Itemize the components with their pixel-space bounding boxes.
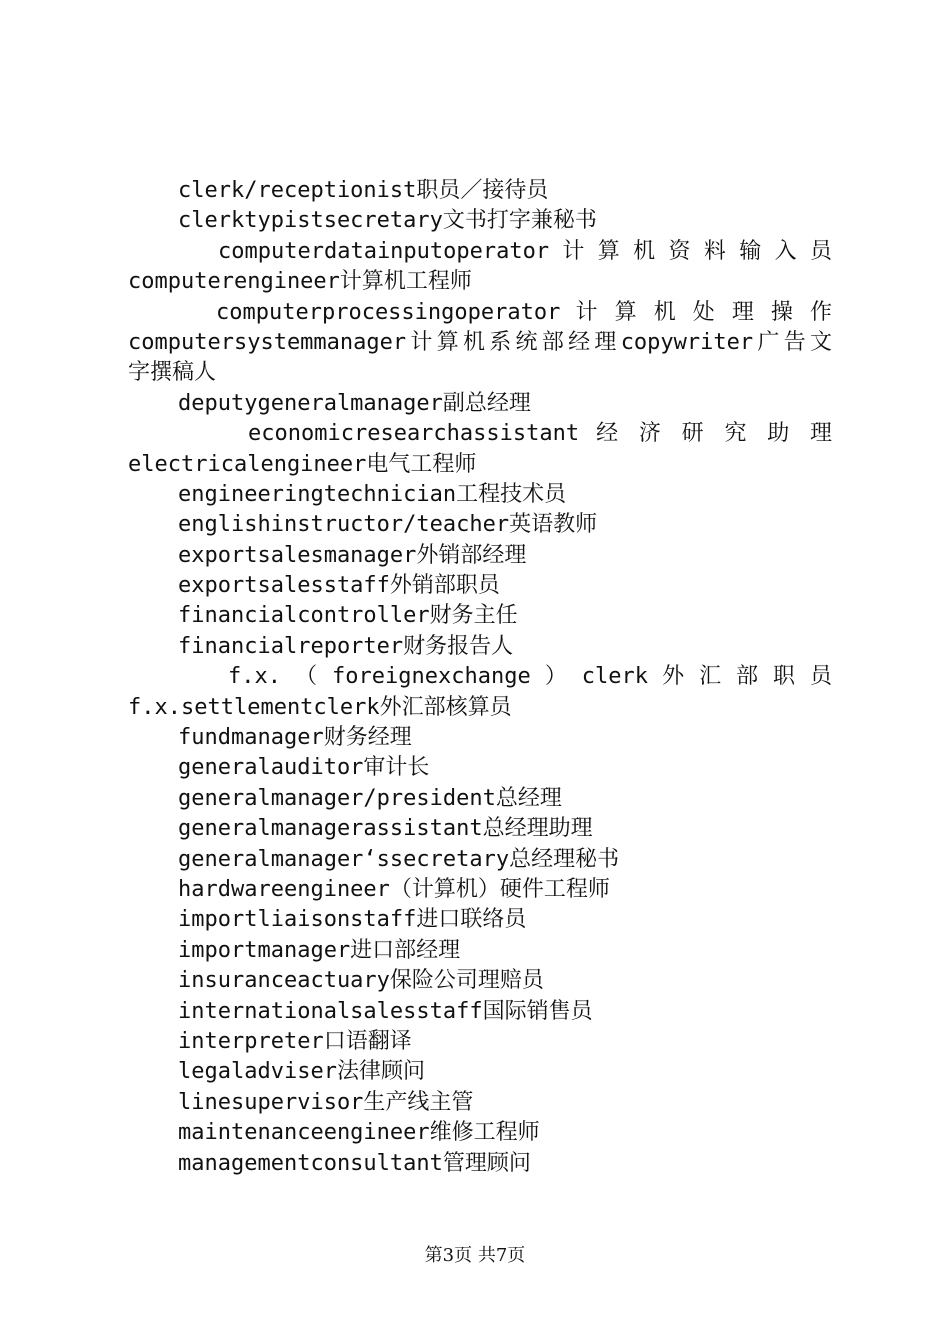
text-line: internationalsalesstaff国际销售员 xyxy=(178,998,593,1024)
text-line: managementconsultant管理顾问 xyxy=(178,1150,531,1176)
text-line: importmanager进口部经理 xyxy=(178,937,461,963)
text-line: deputygeneralmanager副总经理 xyxy=(178,390,531,416)
text-line: clerk/receptionist职员／接待员 xyxy=(178,178,549,203)
text-line: insuranceactuary保险公司理赔员 xyxy=(178,968,544,994)
text-line: f.x.settlementclerk外汇部核算员 xyxy=(128,694,512,720)
text-line: generalauditor审计长 xyxy=(178,755,430,781)
text-line: computerprocessingoperator 计 算 机 处 理 操 作 xyxy=(216,299,832,325)
text-line: generalmanager‘ssecretary总经理秘书 xyxy=(178,846,620,872)
text-line: computersystemmanager计算机系统部经理copywriter广告文 xyxy=(128,329,832,355)
text-line: clerktypistsecretary文书打字兼秘书 xyxy=(178,208,597,234)
text-line: financialcontroller财务主任 xyxy=(178,603,518,629)
document-body xyxy=(128,176,832,1179)
text-line: legaladviser法律顾问 xyxy=(178,1059,425,1085)
text-line: computerdatainputoperator 计 算 机 资 料 输 入 员 xyxy=(218,238,832,264)
text-line: linesupervisor生产线主管 xyxy=(178,1089,474,1115)
text-line: englishinstructor/teacher英语教师 xyxy=(178,512,598,538)
text-line: interpreter口语翻译 xyxy=(178,1028,412,1054)
text-line: financialreporter财务报告人 xyxy=(178,633,514,659)
text-line: generalmanager/president总经理 xyxy=(178,785,562,811)
page-number-footer: 第3页 共7页 xyxy=(424,1245,526,1266)
text-line: electricalengineer电气工程师 xyxy=(128,451,477,477)
text-line: exportsalesmanager外销部经理 xyxy=(178,542,527,568)
text-line: importliaisonstaff进口联络员 xyxy=(178,907,527,933)
text-line: 字撰稿人 xyxy=(128,360,217,386)
text-line: hardwareengineer（计算机）硬件工程师 xyxy=(178,876,610,902)
text-line: economicresearchassistant 经 济 研 究 助 理 xyxy=(248,421,832,447)
text-line: computerengineer计算机工程师 xyxy=(128,269,472,295)
text-line: exportsalesstaff外销部职员 xyxy=(178,573,500,599)
text-line: maintenanceengineer维修工程师 xyxy=(178,1120,540,1146)
text-line: engineeringtechnician工程技术员 xyxy=(178,481,567,507)
text-line: generalmanagerassistant总经理助理 xyxy=(178,816,593,842)
text-line: fundmanager财务经理 xyxy=(178,725,412,751)
text-line: f.x. （ foreignexchange ） clerk 外 汇 部 职 员 xyxy=(228,664,832,690)
